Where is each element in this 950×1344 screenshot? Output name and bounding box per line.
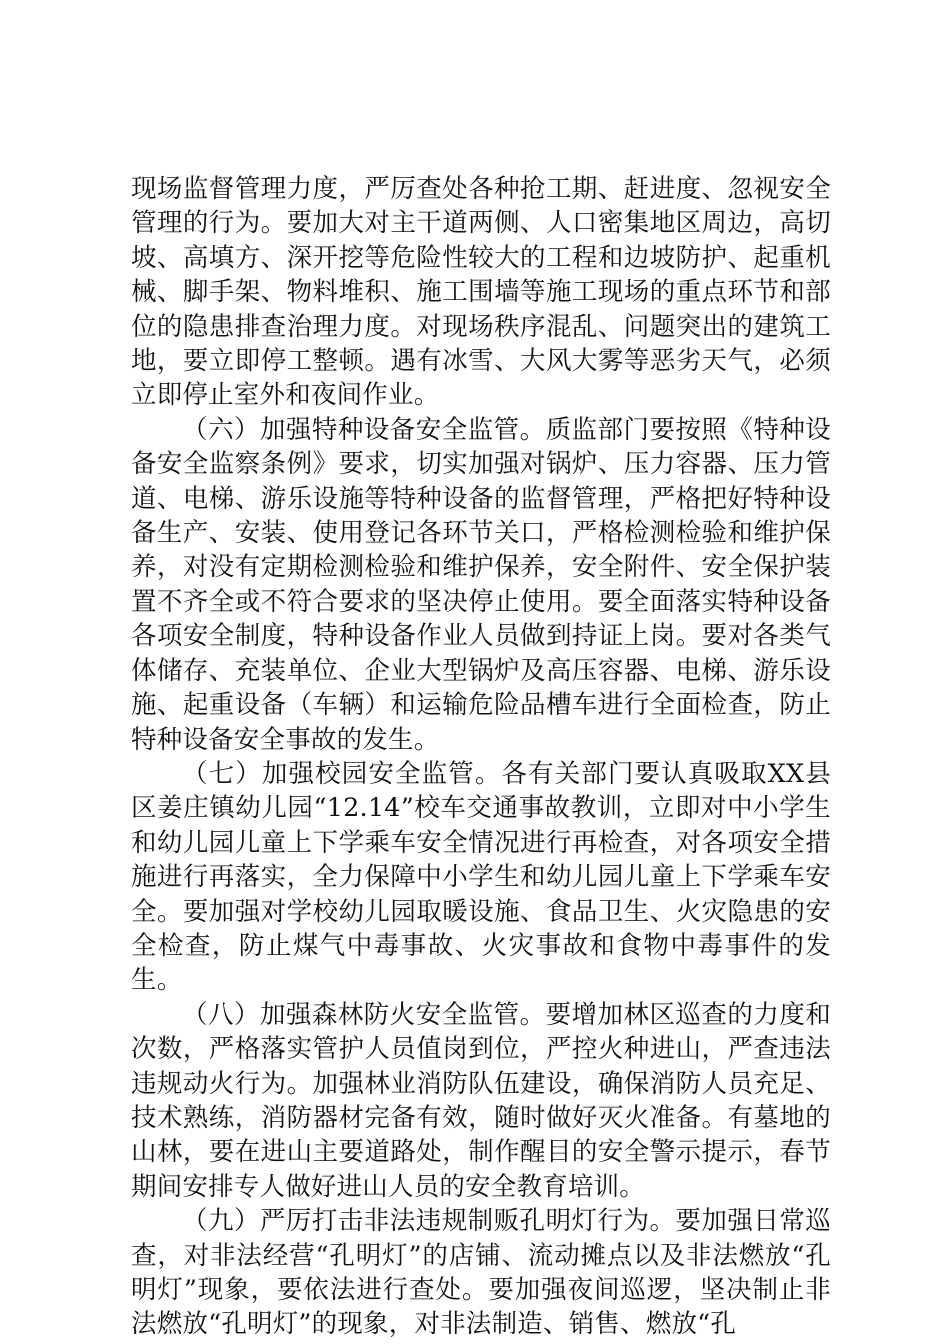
paragraph-forest-fire: （八）加强森林防火安全监管。要增加林区巡查的力度和次数，严格落实管护人员值岗到位，严控火种进山，严查违法违规动火行为。加强林业消防队伍建设，确保消防人员充足、技术熟练，消防器材完备有效，随时做好灭火准备。有墓地的山林，要在进山主要道路处，制作醒目的安全警示提示，春节期间安排专人做好进山人员的安全教育培训。 (131, 999, 831, 1202)
paragraph-special-equipment: （六）加强特种设备安全监管。质监部门要按照《特种设备安全监察条例》要求，切实加强对锅炉、压力容器、压力管道、电梯、游乐设施等特种设备的监督管理，严格把好特种设备生产、安装、使用登记各环节关口，严格检测检验和维护保养，对没有定期检测检验和维护保养，安全附件、安全保护装置不齐全或不符合要求的坚决停止使用。要全面落实特种设备各项安全制度，特种设备作业人员做到持证上岗。要对各类气体储存、充装单位、企业大型锅炉及高压容器、电梯、游乐设施、起重设备（车辆）和运输危险品槽车进行全面检查，防止特种设备安全事故的发生。 (131, 414, 831, 755)
document-body (131, 172, 831, 1342)
paragraph-campus-safety: （七）加强校园安全监管。各有关部门要认真吸取XX县区姜庄镇幼儿园“12.14”校车交通事故教训，立即对中小学生和幼儿园儿童上下学乘车安全情况进行再检查，对各项安全措施进行再落实，全力保障中小学生和幼儿园儿童上下学乘车安全。要加强对学校幼儿园取暖设施、食品卫生、火灾隐患的安全检查，防止煤气中毒事故、火灾事故和食物中毒事件的发生。 (131, 758, 831, 996)
paragraph-sky-lantern: （九）严厉打击非法违规制贩孔明灯行为。要加强日常巡查，对非法经营“孔明灯”的店铺、流动摊点以及非法燃放“孔明灯”现象，要依法进行查处。要加强夜间巡逻，坚决制止非法燃放“孔明灯”的现象，对非法制造、销售、燃放“孔 (131, 1206, 831, 1340)
paragraph-continuation: 现场监督管理力度，严厉查处各种抢工期、赶进度、忽视安全管理的行为。要加大对主干道两侧、人口密集地区周边，高切坡、高填方、深开挖等危险性较大的工程和边坡防护、起重机械、脚手架、物料堆积、施工围墙等施工现场的重点环节和部位的隐患排查治理力度。对现场秩序混乱、问题突出的建筑工地，要立即停工整顿。遇有冰雪、大风大雾等恶劣天气，必须立即停止室外和夜间作业。 (131, 174, 831, 411)
